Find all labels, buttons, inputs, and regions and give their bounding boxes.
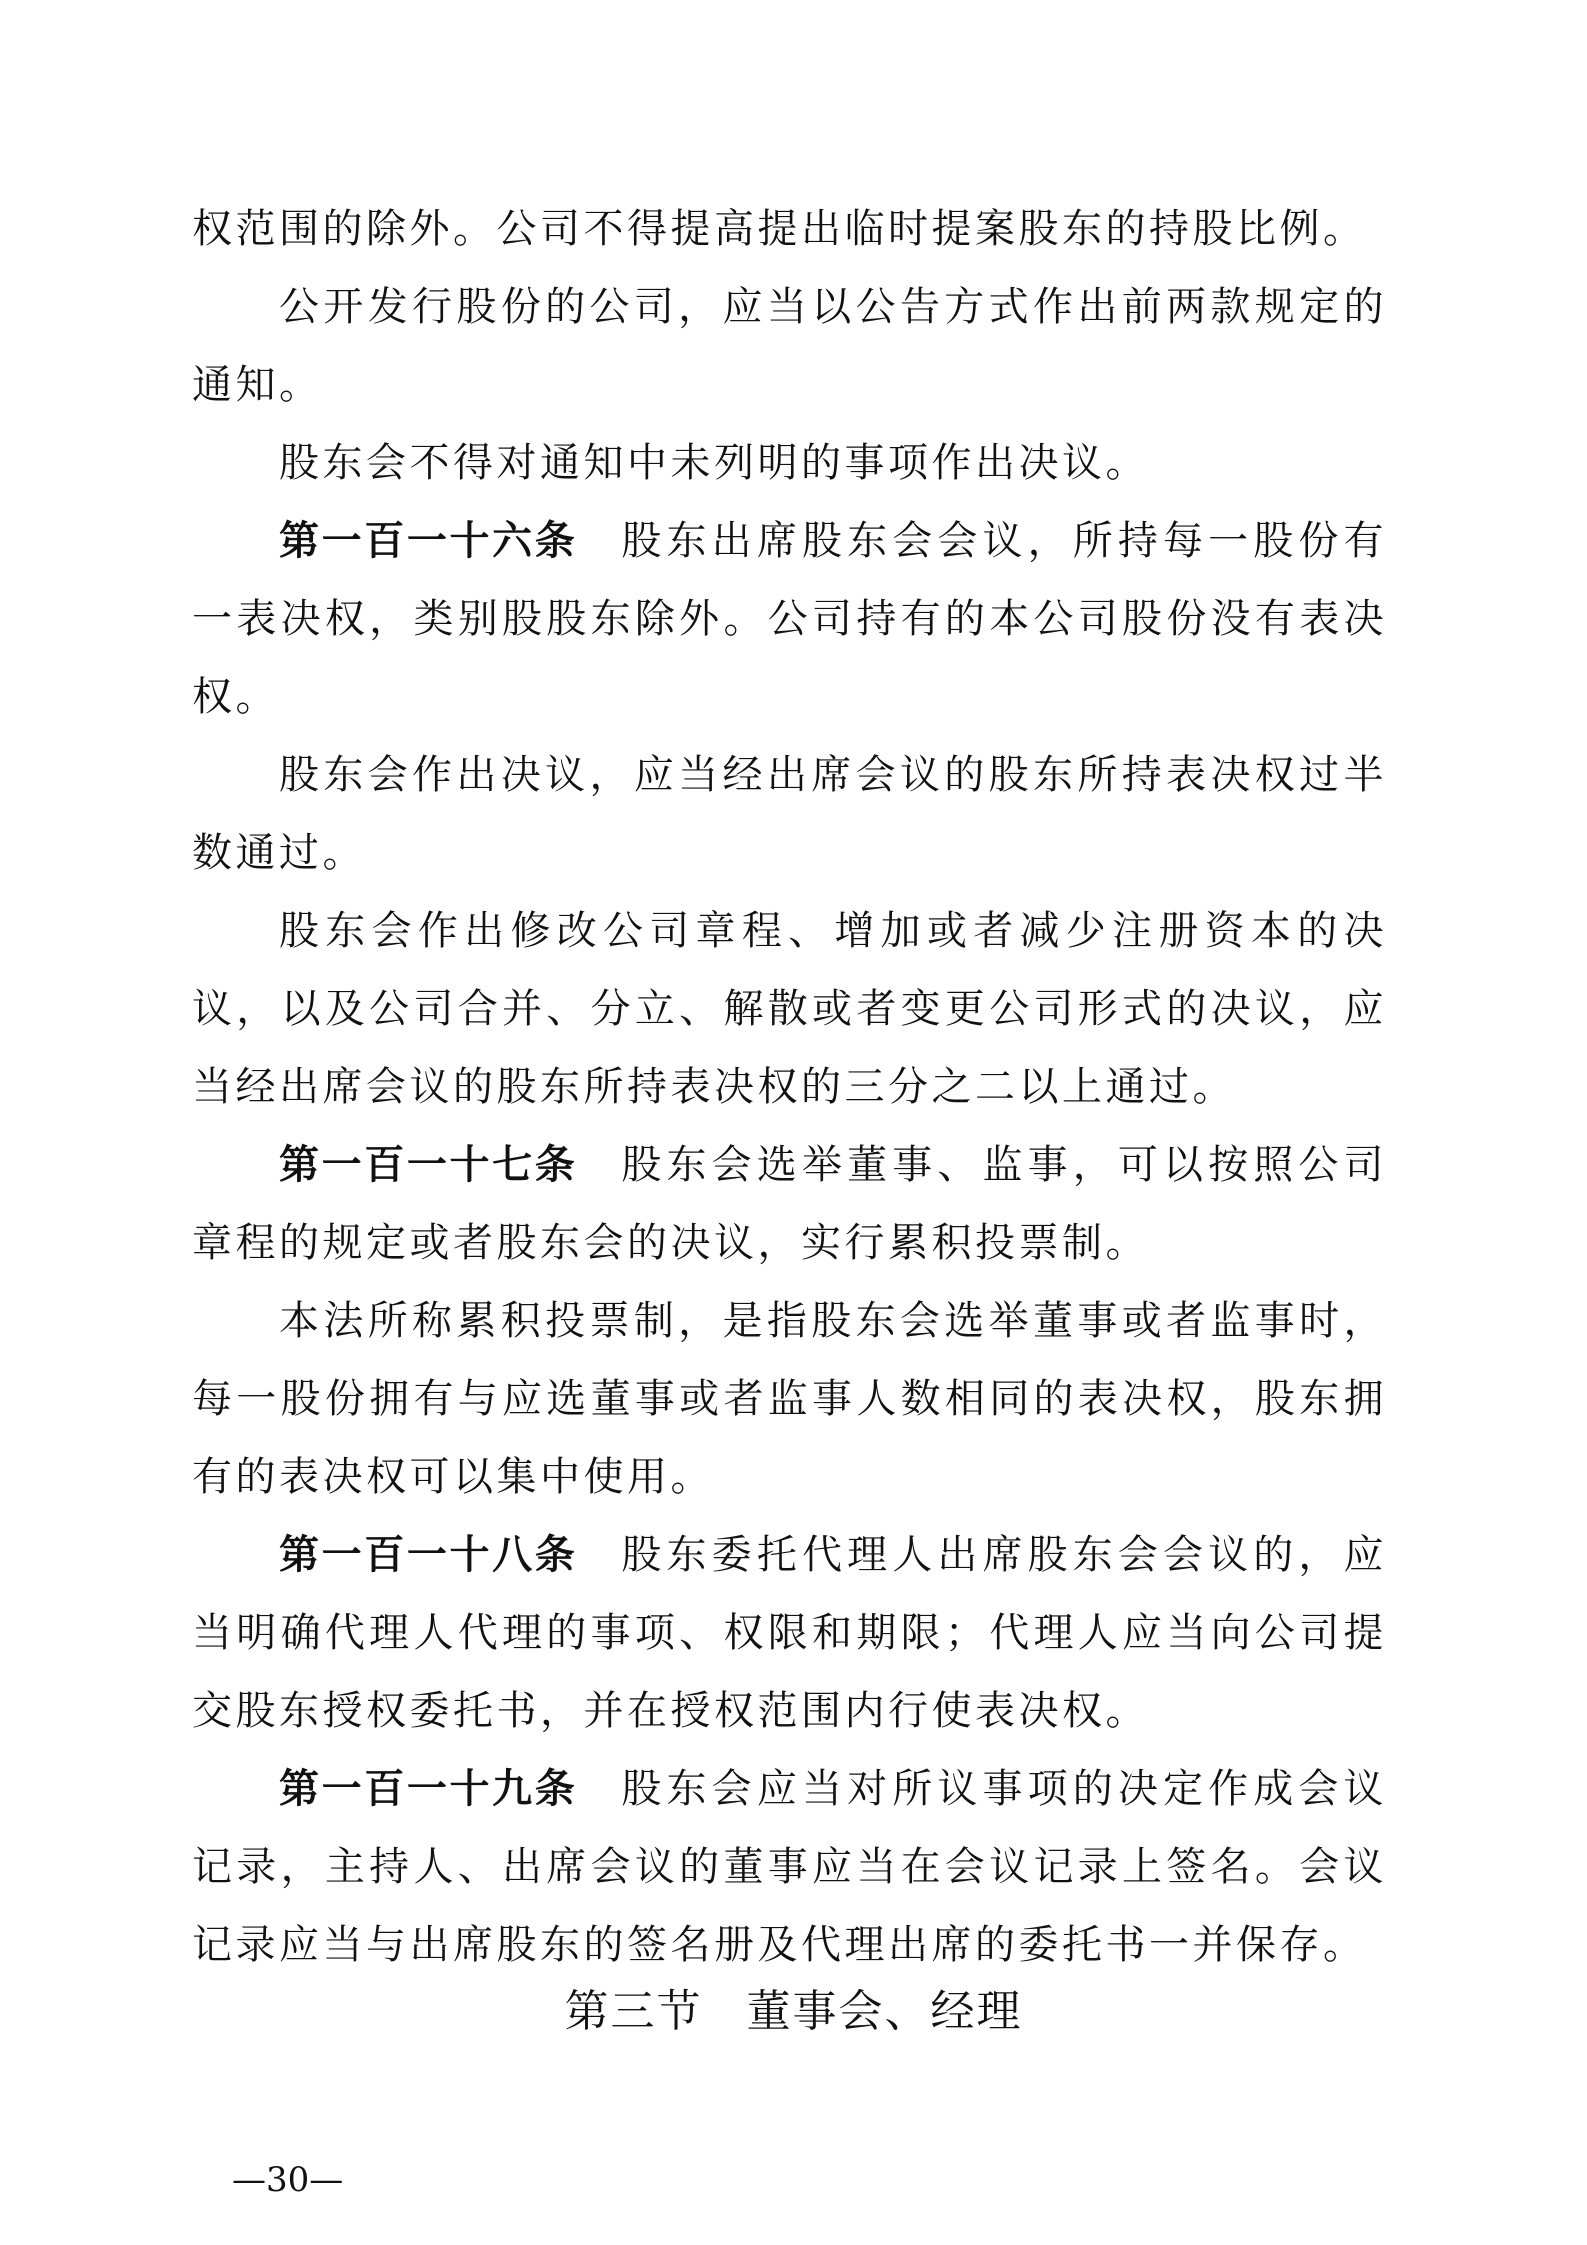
section-heading <box>0 1982 1587 2042</box>
paragraph <box>192 424 1387 502</box>
paragraph <box>192 736 1387 892</box>
paragraph-text: 股东出席股东会会议，所持每一股份有一表决权，类别股股东除外。公司持有的本公司股份没有表决权。 <box>192 518 1388 720</box>
paragraph <box>192 190 1387 268</box>
paragraph-text: 股东会不得对通知中未列明的事项作出决议。 <box>279 440 1149 486</box>
article-number: 第一百一十九条 <box>279 1766 578 1812</box>
page-number: —30— <box>232 2160 344 2200</box>
paragraph-text: 股东会应当对所议事项的决定作成会议记录，主持人、出席会议的董事应当在会议记录上签名。会议记录应当与出席股东的签名册及代理出席的委托书一并保存。 <box>192 1766 1388 1968</box>
paragraph-text: 本法所称累积投票制，是指股东会选举董事或者监事时，每一股份拥有与应选董事或者监事人数相同的表决权，股东拥有的表决权可以集中使用。 <box>192 1298 1387 1500</box>
paragraph-text: 公开发行股份的公司，应当以公告方式作出前两款规定的通知。 <box>192 284 1387 408</box>
article-number: 第一百一十六条 <box>279 518 578 564</box>
document-body <box>192 190 1387 1984</box>
article-paragraph <box>192 1750 1387 1984</box>
paragraph <box>192 268 1387 424</box>
section-label: 第三节 <box>564 1986 703 2037</box>
paragraph <box>192 892 1387 1126</box>
paragraph-text: 股东委托代理人出席股东会会议的，应当明确代理人代理的事项、权限和期限；代理人应当向公司提交股东授权委托书，并在授权范围内行使表决权。 <box>192 1532 1388 1734</box>
paragraph-text: 股东会作出决议，应当经出席会议的股东所持表决权过半数通过。 <box>192 752 1387 876</box>
article-paragraph <box>192 502 1387 736</box>
paragraph-text: 股东会选举董事、监事，可以按照公司章程的规定或者股东会的决议，实行累积投票制。 <box>192 1142 1388 1266</box>
article-paragraph <box>192 1126 1387 1282</box>
paragraph <box>192 1282 1387 1516</box>
section-title: 董事会、经理 <box>746 1986 1023 2037</box>
article-number: 第一百一十八条 <box>279 1532 578 1578</box>
paragraph-text: 股东会作出修改公司章程、增加或者减少注册资本的决议，以及公司合并、分立、解散或者变更公司形式的决议，应当经出席会议的股东所持表决权的三分之二以上通过。 <box>192 908 1387 1110</box>
article-paragraph <box>192 1516 1387 1750</box>
paragraph-text: 权范围的除外。公司不得提高提出临时提案股东的持股比例。 <box>192 206 1367 252</box>
article-number: 第一百一十七条 <box>279 1142 578 1188</box>
